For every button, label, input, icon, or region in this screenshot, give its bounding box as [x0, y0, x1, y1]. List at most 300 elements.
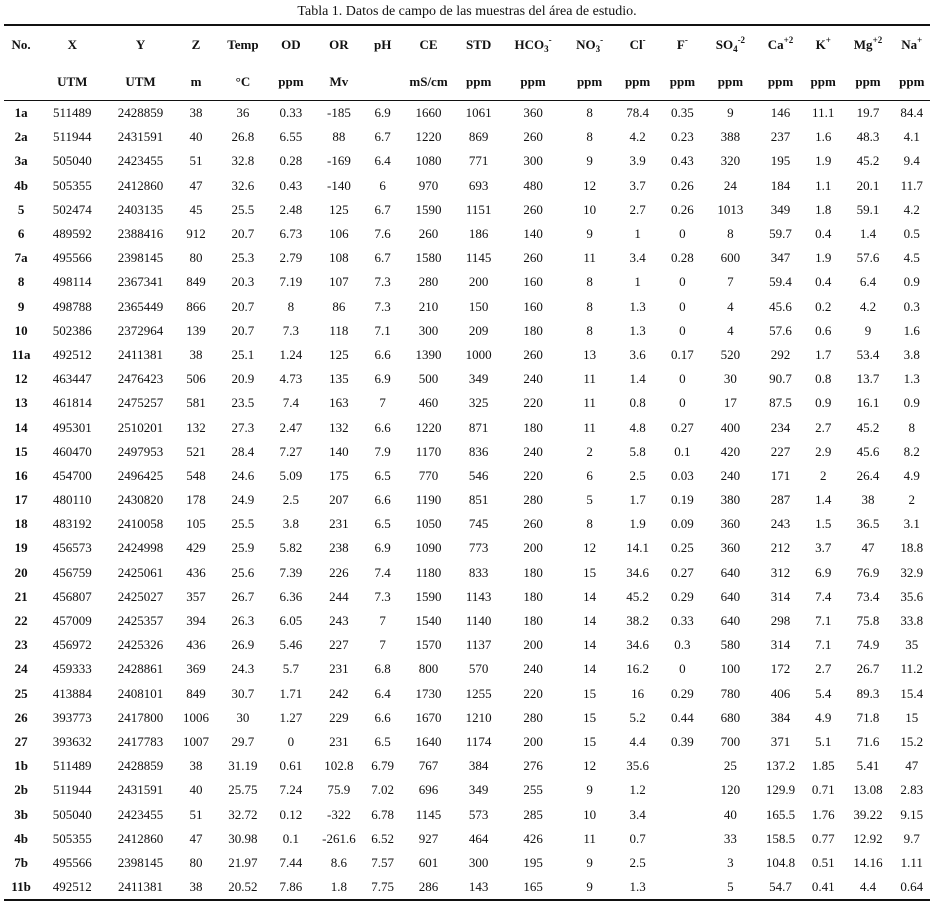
table-cell: 2408101	[117, 685, 164, 701]
table-cell: 89.3	[856, 685, 880, 701]
table-cell: 140	[523, 226, 543, 242]
sample-id-cell: 12	[14, 371, 28, 387]
table-cell: 33	[723, 830, 737, 846]
table-cell: 0	[679, 322, 686, 338]
table-cell: 25.5	[231, 201, 255, 217]
table-cell: 240	[720, 467, 741, 483]
table-cell: 7.3	[374, 588, 391, 604]
table-cell: 9	[586, 854, 593, 870]
table-cell: 640	[720, 588, 741, 604]
table-cell: 71.8	[856, 709, 880, 725]
table-cell: 436	[186, 564, 206, 580]
table-cell: 388	[720, 129, 741, 145]
table-cell: 1.4	[859, 226, 877, 242]
table-cell: 105	[186, 516, 206, 532]
column-header-label: Mg	[853, 37, 873, 52]
table-cell: 836	[468, 443, 489, 459]
table-cell: 40	[723, 806, 737, 822]
table-cell: 505040	[52, 153, 92, 169]
column-header-superscript: -	[548, 35, 552, 45]
table-cell: 26.8	[231, 129, 255, 145]
table-row	[4, 174, 930, 198]
table-cell: 260	[523, 346, 543, 362]
table-cell: 6.36	[279, 588, 303, 604]
table-cell: 6.52	[371, 830, 395, 846]
column-unit: °C	[217, 64, 268, 101]
table-cell: 104.8	[765, 854, 796, 870]
table-cell: 0	[679, 298, 686, 314]
table-cell: 0.9	[903, 274, 920, 290]
table-cell: 4	[727, 322, 734, 338]
table-cell: 15	[583, 564, 597, 580]
table-cell: 6.55	[279, 129, 303, 145]
table-cell: 3.8	[903, 346, 920, 362]
table-cell: 143	[456, 875, 501, 900]
table-row	[4, 101, 930, 126]
column-unit: m	[175, 64, 218, 101]
table-cell: 6.5	[374, 733, 391, 749]
table-cell: 506	[186, 371, 206, 387]
column-header-label: STD	[466, 37, 492, 52]
column-header-subscript: 4	[733, 44, 738, 54]
table-cell: 0.39	[671, 733, 694, 749]
table-cell: 12	[583, 758, 597, 774]
table-cell: 436	[186, 637, 206, 653]
table-cell: 680	[720, 709, 741, 725]
table-cell: 773	[468, 540, 489, 556]
table-cell: 107	[329, 274, 349, 290]
table-row	[4, 706, 930, 730]
table-cell: 33.8	[900, 613, 924, 629]
table-cell: 393773	[52, 709, 92, 725]
table-cell: 0.9	[815, 395, 832, 411]
table-cell: 505355	[52, 830, 92, 846]
table-cell: 45.2	[856, 153, 880, 169]
table-cell: 1.7	[629, 492, 646, 508]
table-cell: 172	[770, 661, 791, 677]
table-cell: 0.12	[279, 806, 303, 822]
table-cell: 0.44	[671, 709, 694, 725]
table-cell: 40	[189, 782, 203, 798]
sample-id-cell: 14	[14, 419, 28, 435]
table-cell: 125	[329, 346, 349, 362]
table-cell: 6	[379, 177, 386, 193]
table-cell: 7.6	[374, 226, 391, 242]
column-unit: ppm	[804, 64, 842, 101]
table-cell: 8	[586, 105, 593, 121]
table-cell: 1.24	[279, 346, 303, 362]
table-cell: 0.4	[815, 226, 832, 242]
table-cell: 78.4	[626, 105, 649, 121]
table-cell: 45	[189, 201, 203, 217]
table-cell: 24.3	[231, 661, 255, 677]
column-header-superscript: -	[684, 35, 688, 45]
table-cell: 2412860	[117, 830, 164, 846]
table-cell: 238	[329, 540, 349, 556]
column-header	[4, 25, 38, 64]
table-cell: 1145	[465, 250, 492, 266]
table-cell: 6.5	[374, 467, 391, 483]
table-cell: 0.51	[811, 854, 835, 870]
table-row	[4, 827, 930, 851]
table-cell: 6.4	[374, 685, 391, 701]
table-cell: 6.78	[371, 806, 395, 822]
table-row	[4, 222, 930, 246]
table-cell: 31.19	[228, 758, 258, 774]
table-cell: 2430820	[117, 492, 164, 508]
table-cell: 80	[189, 854, 203, 870]
table-cell: 71.6	[856, 733, 880, 749]
table-cell: 489592	[52, 226, 92, 242]
table-cell: 0.1	[282, 830, 300, 846]
table-cell: 118	[329, 322, 349, 338]
table-cell: 7.4	[282, 395, 300, 411]
table-cell: 200	[468, 274, 489, 290]
column-header	[401, 25, 456, 64]
table-cell: 15	[583, 733, 597, 749]
table-cell: 2	[908, 492, 916, 508]
table-cell: 234	[770, 419, 791, 435]
table-cell: 2372964	[117, 322, 164, 338]
column-unit: ppm	[614, 64, 661, 101]
table-cell: 2.79	[279, 250, 303, 266]
table-cell: 1.9	[629, 516, 646, 532]
table-cell: 770	[418, 467, 439, 483]
sample-id-cell: 3a	[14, 153, 28, 169]
table-cell: 5.1	[815, 733, 832, 749]
table-cell: 160	[523, 274, 543, 290]
column-header-superscript: +2	[872, 35, 883, 45]
table-cell: 460	[418, 395, 439, 411]
table-cell: 1.85	[811, 758, 835, 774]
table-cell: 231	[329, 516, 349, 532]
table-cell: 0.43	[279, 177, 303, 193]
table-row	[4, 561, 930, 585]
table-row	[4, 536, 930, 560]
table-cell: 125	[329, 201, 349, 217]
table-cell: 16	[631, 685, 645, 701]
table-cell: 200	[523, 637, 543, 653]
table-cell: 1061	[465, 105, 492, 121]
column-unit: mS/cm	[401, 64, 456, 101]
table-cell: 240	[523, 661, 543, 677]
table-row	[4, 585, 930, 609]
table-cell: 1255	[465, 685, 492, 701]
table-cell: 1151	[465, 201, 492, 217]
column-unit: UTM	[106, 64, 174, 101]
table-cell: 35.6	[626, 758, 649, 774]
table-cell: 200	[523, 540, 543, 556]
table-cell: 498788	[52, 298, 92, 314]
column-header-subscript: 3	[544, 44, 549, 54]
table-cell: 53.4	[856, 346, 880, 362]
table-cell: 11.2	[900, 661, 923, 677]
table-cell: 456972	[52, 637, 92, 653]
table-cell: 11	[583, 830, 596, 846]
table-cell: 0.2	[815, 298, 832, 314]
table-cell: 14	[583, 637, 597, 653]
table-cell: 7.24	[279, 782, 303, 798]
table-cell: 231	[329, 661, 349, 677]
sample-id-cell: 6	[17, 226, 25, 242]
table-cell: 158.5	[765, 830, 796, 846]
table-cell: 1.4	[815, 492, 832, 508]
sample-id-cell: 23	[14, 637, 28, 653]
table-cell: 20.1	[856, 177, 880, 193]
table-cell: 0.19	[671, 492, 694, 508]
table-cell: 226	[329, 564, 349, 580]
table-cell: 912	[186, 226, 206, 242]
table-cell: 9	[864, 322, 872, 338]
table-cell: 6.73	[279, 226, 303, 242]
table-cell: 7.02	[371, 782, 395, 798]
table-cell: 505355	[52, 177, 92, 193]
column-header-superscript: -2	[737, 35, 746, 45]
column-unit: UTM	[38, 64, 106, 101]
table-cell: 4.2	[859, 298, 877, 314]
table-cell: 927	[418, 830, 439, 846]
table-cell: 30.7	[231, 685, 255, 701]
table-cell: 2403135	[117, 201, 164, 217]
table-caption: Tabla 1. Datos de campo de las muestras del área de estudio.	[297, 4, 637, 19]
table-cell: 384	[770, 709, 791, 725]
column-header-superscript: -	[642, 35, 646, 45]
table-row	[4, 730, 930, 754]
table-cell: 102.8	[324, 758, 354, 774]
table-cell: 76.9	[856, 564, 880, 580]
column-header-label: Y	[135, 37, 146, 52]
table-cell: 456807	[52, 588, 92, 604]
table-cell: 28.4	[231, 443, 255, 459]
table-cell: 73.4	[856, 588, 880, 604]
table-cell: 21.97	[228, 854, 258, 870]
table-cell: 300	[418, 322, 439, 338]
column-header	[501, 25, 565, 64]
table-cell: 6.7	[374, 250, 391, 266]
table-cell: 40	[189, 129, 203, 145]
table-cell: 300	[468, 854, 489, 870]
table-cell: 20.3	[231, 274, 255, 290]
table-cell: 1.27	[279, 709, 303, 725]
column-unit: ppm	[757, 64, 804, 101]
table-cell: 1.8	[815, 201, 832, 217]
table-cell: 9	[565, 875, 614, 900]
table-cell: 1	[634, 226, 641, 242]
table-cell: 1170	[415, 443, 442, 459]
table-row	[4, 198, 930, 222]
table-cell: 20.9	[231, 371, 255, 387]
table-cell: 1080	[415, 153, 442, 169]
table-cell: 74.9	[856, 637, 880, 653]
table-cell: 132	[186, 419, 206, 435]
table-cell: 0.3	[674, 637, 691, 653]
table-cell: 5.09	[279, 467, 303, 483]
table-cell: 2410058	[117, 516, 164, 532]
table-cell: 20.7	[231, 226, 255, 242]
table-row	[4, 149, 930, 173]
table-cell: 180	[523, 588, 543, 604]
table-cell: 298	[770, 613, 791, 629]
table-cell: 59.1	[856, 201, 880, 217]
table-row	[4, 778, 930, 802]
table-cell: 0.33	[671, 613, 694, 629]
sample-id-cell: 8	[17, 274, 25, 290]
table-cell: 260	[523, 516, 543, 532]
table-cell: 8	[908, 419, 916, 435]
table-cell: 32.8	[231, 153, 255, 169]
field-data-table	[4, 24, 930, 901]
table-cell: 0.26	[671, 177, 694, 193]
table-cell: 300	[523, 153, 543, 169]
table-cell: 32.6	[231, 177, 255, 193]
table-cell: 1190	[415, 492, 442, 508]
column-header	[313, 25, 364, 64]
table-row	[4, 367, 930, 391]
sample-id-cell: 3b	[14, 806, 28, 822]
table-cell: 0	[679, 226, 686, 242]
table-cell: 36.5	[856, 516, 880, 532]
table-cell: 2475257	[117, 395, 164, 411]
table-cell: 6.9	[815, 564, 832, 580]
table-cell: 24	[723, 177, 737, 193]
table-row	[4, 488, 930, 512]
table-cell: 80	[189, 250, 203, 266]
table-cell: 0.77	[811, 830, 835, 846]
table-cell: 521	[186, 443, 206, 459]
table-cell: 5.7	[282, 661, 300, 677]
table-cell: 1006	[182, 709, 209, 725]
table-cell: 132	[329, 419, 349, 435]
sample-id-cell: 13	[14, 395, 28, 411]
table-cell: 601	[418, 854, 439, 870]
table-cell: 500	[418, 371, 439, 387]
table-cell: 12	[583, 177, 597, 193]
table-cell: 38	[189, 105, 203, 121]
table-cell: 570	[468, 661, 489, 677]
column-header	[842, 25, 893, 64]
table-cell: 5.8	[629, 443, 646, 459]
column-unit: ppm	[894, 64, 930, 101]
table-cell: 184	[770, 177, 791, 193]
column-header	[565, 25, 614, 64]
column-unit: ppm	[704, 64, 757, 101]
table-cell: 6.9	[374, 371, 391, 387]
column-header	[175, 25, 218, 64]
column-header	[704, 25, 757, 64]
table-cell: 180	[523, 322, 543, 338]
table-cell: 30	[723, 371, 737, 387]
table-cell: 2.5	[629, 467, 646, 483]
table-cell: 12.92	[853, 830, 883, 846]
table-cell: 573	[468, 806, 489, 822]
table-cell: 0.28	[279, 153, 303, 169]
table-cell: 1590	[415, 588, 442, 604]
column-header-label: X	[67, 37, 77, 52]
table-cell: 2.7	[815, 419, 832, 435]
table-cell: -169	[327, 153, 351, 169]
table-cell: 7.3	[374, 274, 391, 290]
table-cell: 1.3	[903, 371, 920, 387]
table-cell: 8.6	[330, 854, 348, 870]
table-cell: 38	[189, 758, 203, 774]
column-header	[217, 25, 268, 64]
table-cell: 492512	[52, 346, 92, 362]
table-cell: 5	[704, 875, 757, 900]
table-cell: 7.19	[279, 274, 303, 290]
table-cell: 227	[329, 637, 349, 653]
table-cell: 1174	[465, 733, 492, 749]
table-cell: 360	[523, 105, 543, 121]
table-cell: 1.3	[629, 322, 646, 338]
table-cell: 1.9	[815, 153, 832, 169]
table-cell: 0.6	[815, 322, 832, 338]
table-cell: 34.6	[626, 564, 649, 580]
table-cell: 180	[523, 419, 543, 435]
table-cell: 186	[468, 226, 489, 242]
table-cell: 1.7	[815, 346, 832, 362]
table-cell: 209	[468, 322, 489, 338]
table-cell: 970	[418, 177, 439, 193]
sample-id-cell: 7a	[14, 250, 28, 266]
sample-id-cell: 27	[14, 733, 28, 749]
column-header-label: OR	[329, 37, 349, 52]
table-cell: 5.82	[279, 540, 303, 556]
table-cell: 195	[523, 854, 543, 870]
table-cell: 150	[468, 298, 489, 314]
table-cell: 2	[586, 443, 593, 459]
table-cell: 180	[523, 564, 543, 580]
column-header	[365, 25, 401, 64]
table-cell: 84.4	[900, 105, 924, 121]
table-cell: 480	[523, 177, 543, 193]
column-header-superscript: +2	[783, 35, 794, 45]
column-unit	[365, 64, 401, 101]
table-cell: 260	[523, 201, 543, 217]
table-cell: 700	[720, 733, 741, 749]
table-cell: 1.4	[629, 371, 646, 387]
table-cell: 175	[329, 467, 349, 483]
sample-id-cell: 21	[14, 588, 28, 604]
table-cell: 2425061	[117, 564, 164, 580]
table-cell: 0.25	[671, 540, 694, 556]
table-cell: 456759	[52, 564, 92, 580]
table-cell: 1.2	[629, 782, 646, 798]
table-cell: 4.1	[903, 129, 920, 145]
table-cell: 36	[236, 105, 250, 121]
table-cell: 26.3	[231, 613, 255, 629]
table-cell: 7.4	[815, 588, 832, 604]
table-cell: 30	[236, 709, 250, 725]
table-cell: 4.9	[903, 467, 920, 483]
table-cell: 1.76	[811, 806, 835, 822]
table-cell: 47	[189, 830, 203, 846]
table-cell: 360	[720, 540, 741, 556]
sample-id-cell: 2b	[14, 782, 28, 798]
table-cell: 0	[679, 661, 686, 677]
table-cell: 1.9	[815, 250, 832, 266]
table-row	[4, 657, 930, 681]
table-cell: 14	[583, 661, 597, 677]
column-header	[456, 25, 501, 64]
table-cell: 26.9	[231, 637, 255, 653]
table-cell: 106	[329, 226, 349, 242]
table-cell: 1.8	[313, 875, 364, 900]
table-cell: 460470	[52, 443, 92, 459]
table-cell: 1220	[415, 129, 442, 145]
table-cell: 360	[720, 516, 741, 532]
column-header-label: Z	[191, 37, 201, 52]
table-cell: 2398145	[117, 250, 164, 266]
